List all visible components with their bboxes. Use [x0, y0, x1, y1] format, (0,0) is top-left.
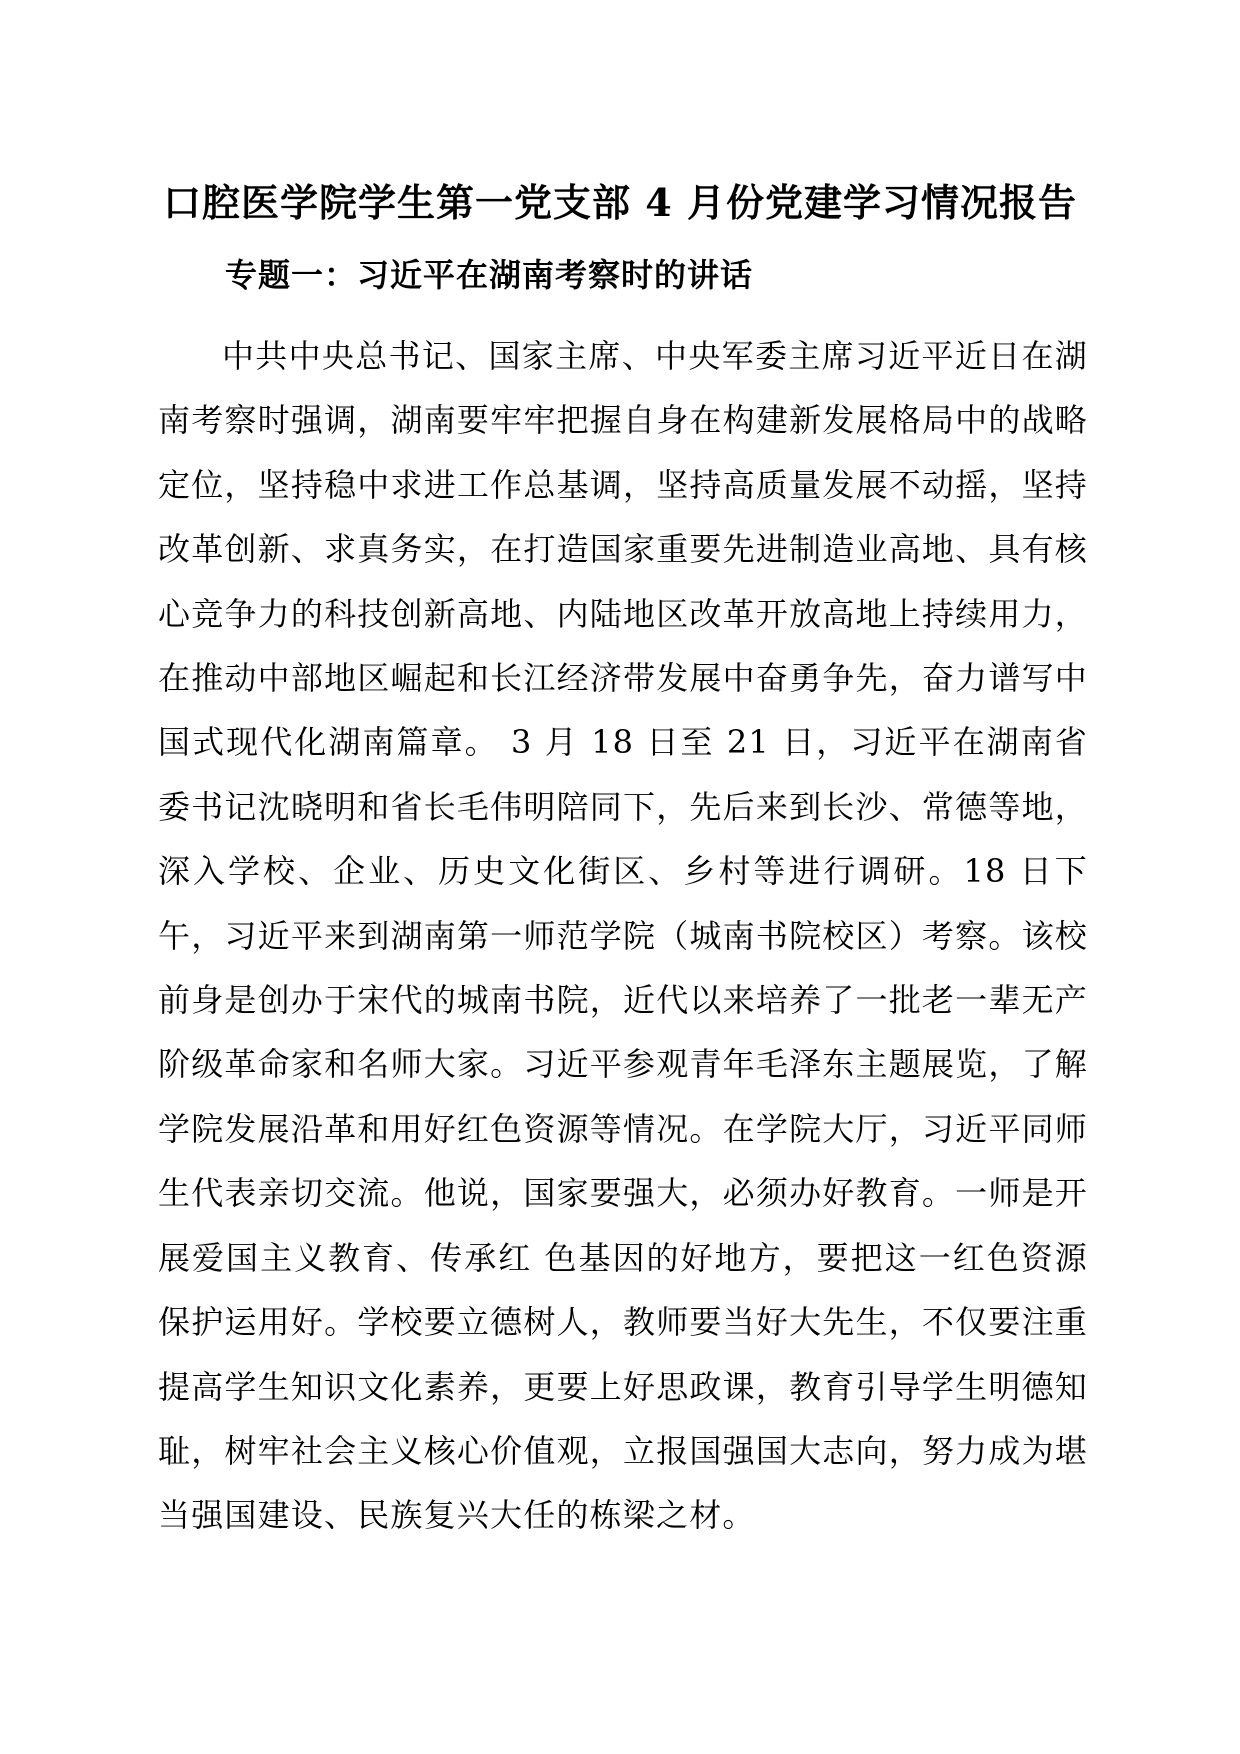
section-body-paragraph: 中共中央总书记、国家主席、中央军委主席习近平近日在湖南考察时强调，湖南要牢牢把握自身在构建新发展格局中的战略定位，坚持稳中求进工作总基调，坚持高质量发展不动摇，坚持改革创新、求真务实，在打造国家重要先进制造业高地、具有核心竞争力的科技创新高地、内陆地区改革开放高地上持续用力，在推动中部地区崛起和长江经济带发展中奋勇争先，奋力谱写中国式现代化湖南篇章。 3 月 18 日至 21 日，习近平在湖南省委书记沈晓明和省长毛伟明陪同下，先后来到长沙、常德等地，深入学校、企业、历史文化街区、乡村等进行调研。18 日下午，习近平来到湖南第一师范学院（城南书院校区）考察。该校前身是创办于宋代的城南书院，近代以来培养了一批老一辈无产阶级革命家和名师大家。习近平参观青年毛泽东主题展览，了解学院发展沿革和用好红色资源等情况。在学院大厅，习近平同师生代表亲切交流。他说，国家要强大，必须办好教育。一师是开展爱国主义教育、传承红 色基因的好地方，要把这一红色资源保护运用好。学校要立德树人，教师要当好大先生，不仅要注重提高学生知识文化素养，更要上好思政课，教育引导学生明德知耻，树牢社会主义核心价值观，立报国强国大志向，努力成为堪当强国建设、民族复兴大任的栋梁之材。	[158, 337, 1088, 1535]
document-title: 口腔医学院学生第一党支部 4 月份党建学习情况报告	[163, 180, 1077, 225]
section-heading: 专题一：习近平在湖南考察时的讲话	[225, 256, 754, 294]
